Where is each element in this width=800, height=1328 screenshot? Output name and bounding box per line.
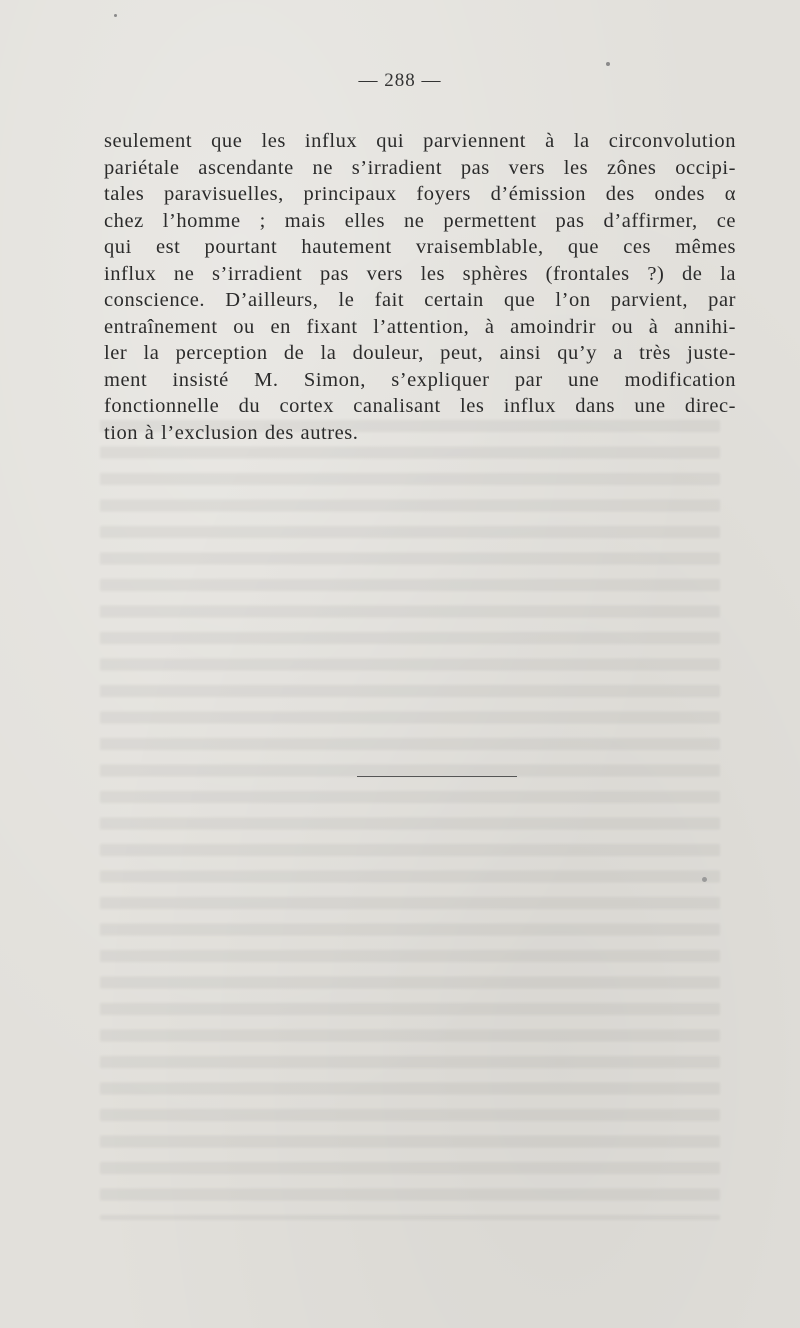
text-line: pariétale ascendante ne s’irradient pas vers les zônes occipi- — [104, 156, 736, 179]
text-line: fonctionnelle du cortex canalisant les influx dans une direc- — [104, 395, 736, 417]
text-line: influx ne s’irradient pas vers les sphères (frontales ?) de la — [104, 262, 736, 285]
page-number: — 288 — — [358, 70, 442, 91]
text-line: chez l’homme ; mais elles ne permettent pas d’affirmer, ce — [104, 209, 736, 232]
bleed-through-text — [100, 420, 720, 1220]
text-line: tion à l’exclusion des autres. — [104, 421, 359, 444]
paper-speck — [114, 14, 117, 17]
text-line: conscience. D’ailleurs, le fait certain que l’on parvient, par — [104, 289, 736, 311]
text-line: tales paravisuelles, principaux foyers d’émission des ondes α — [104, 183, 736, 205]
text-line: ment insisté M. Simon, s’expliquer par une modification — [104, 368, 736, 391]
text-line: ler la perception de la douleur, peut, ainsi qu’y a très juste- — [104, 342, 736, 364]
paper-speck — [702, 877, 707, 882]
text-line: qui est pourtant hautement vraisemblable, que ces mêmes — [104, 236, 736, 258]
text-line: seulement que les influx qui parviennent à la circonvolution — [104, 130, 736, 152]
paper-speck — [606, 62, 610, 66]
body-paragraph — [104, 128, 736, 446]
section-divider — [357, 776, 517, 777]
text-line: entraînement ou en fixant l’attention, à amoindrir ou à annihi- — [104, 315, 736, 338]
